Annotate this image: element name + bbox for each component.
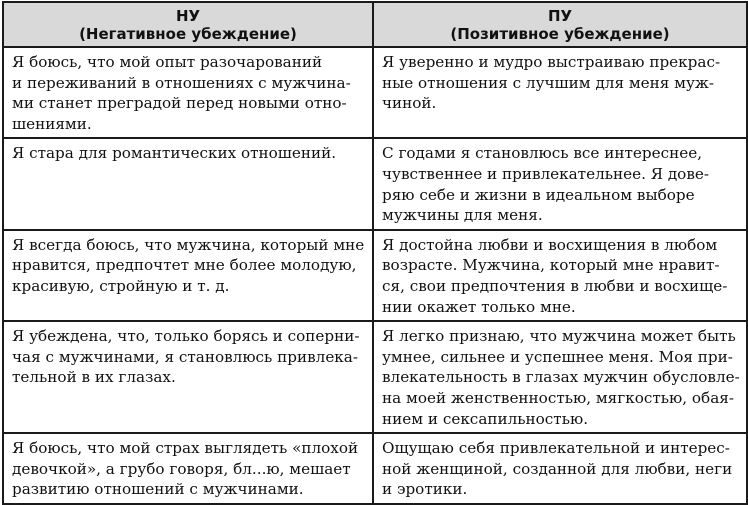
table-row xyxy=(3,230,747,321)
text-line: тельной в их глазах. xyxy=(12,368,176,387)
text-line: Я всегда боюсь, что мужчина, который мне xyxy=(12,235,365,254)
negative-belief-cell xyxy=(3,138,373,229)
table-row xyxy=(3,433,747,504)
positive-belief-cell xyxy=(373,433,747,504)
text-line: красивую, стройную и т. д. xyxy=(12,276,230,295)
text-line: шениями. xyxy=(12,114,92,133)
text-line: нравится, предпочтет мне более молодую, xyxy=(12,256,357,275)
table-row xyxy=(3,321,747,433)
text-line: Я легко признаю, что мужчина может быть xyxy=(382,327,736,346)
text-line: чувственнее и привлекательнее. Я дове- xyxy=(382,164,709,183)
header-positive-abbr: ПУ xyxy=(547,7,573,25)
text-line: ные отношения с лучшим для меня муж- xyxy=(382,73,715,92)
text-line: умнее, сильнее и успешнее меня. Моя при- xyxy=(382,347,733,366)
positive-belief-cell xyxy=(373,230,747,321)
text-line: и эротики. xyxy=(382,480,468,499)
text-line: Я стара для романтических отношений. xyxy=(12,144,337,163)
text-line: девочкой», а грубо говоря, бл...ю, мешает xyxy=(12,459,351,478)
text-line: Я боюсь, что мой опыт разочарований xyxy=(12,53,323,71)
header-positive xyxy=(373,2,747,47)
negative-belief-cell xyxy=(3,321,373,433)
text-line: Я достойна любви и восхищения в любом xyxy=(382,235,718,254)
text-line: ряю себе и жизни в идеальном выборе xyxy=(382,185,695,204)
text-line: нии окажет только мне. xyxy=(382,297,576,316)
header-negative-abbr: НУ xyxy=(175,7,201,25)
text-line: чая с мужчинами, я становлюсь привлека- xyxy=(12,347,358,366)
table-row xyxy=(3,138,747,229)
header-negative-full: (Негативное убеждение) xyxy=(79,25,297,43)
table-body xyxy=(3,47,747,504)
text-line: развитию отношений с мужчинами. xyxy=(12,480,304,499)
text-line: и переживаний в отношениях с мужчина- xyxy=(12,73,351,92)
positive-belief-cell xyxy=(373,138,747,229)
text-line: чиной. xyxy=(382,94,437,113)
text-line: ми станет преградой перед новыми отно- xyxy=(12,94,347,113)
text-line: на моей женственностью, мягкостью, обая- xyxy=(382,388,734,407)
text-line: Я убеждена, что, только борясь и соперни- xyxy=(12,327,360,346)
positive-belief-cell xyxy=(373,321,747,433)
text-line: С годами я становлюсь все интереснее, xyxy=(382,144,703,163)
header-row xyxy=(3,2,747,47)
text-line: ся, свои предпочтения в любви и восхище- xyxy=(382,276,728,295)
beliefs-table xyxy=(2,1,748,505)
positive-belief-cell xyxy=(373,47,747,138)
negative-belief-cell xyxy=(3,47,373,138)
text-line: мужчины для меня. xyxy=(382,206,543,225)
text-line: влекательность в глазах мужчин обусловле- xyxy=(382,368,740,387)
table-header xyxy=(3,2,747,47)
text-line: возрасте. Мужчина, который мне нравит- xyxy=(382,256,720,275)
text-line: ной женщиной, созданной для любви, неги xyxy=(382,459,733,478)
negative-belief-cell xyxy=(3,433,373,504)
text-line: нием и сексапильностью. xyxy=(382,409,589,428)
text-line: Я уверенно и мудро выстраиваю прекрас- xyxy=(382,53,721,71)
text-line: Ощущаю себя привлекательной и интерес- xyxy=(382,439,730,458)
table-row xyxy=(3,47,747,138)
header-positive-full: (Позитивное убеждение) xyxy=(450,25,670,43)
text-line: Я боюсь, что мой страх выглядеть «плохой xyxy=(12,439,359,458)
header-negative xyxy=(3,2,373,47)
negative-belief-cell xyxy=(3,230,373,321)
